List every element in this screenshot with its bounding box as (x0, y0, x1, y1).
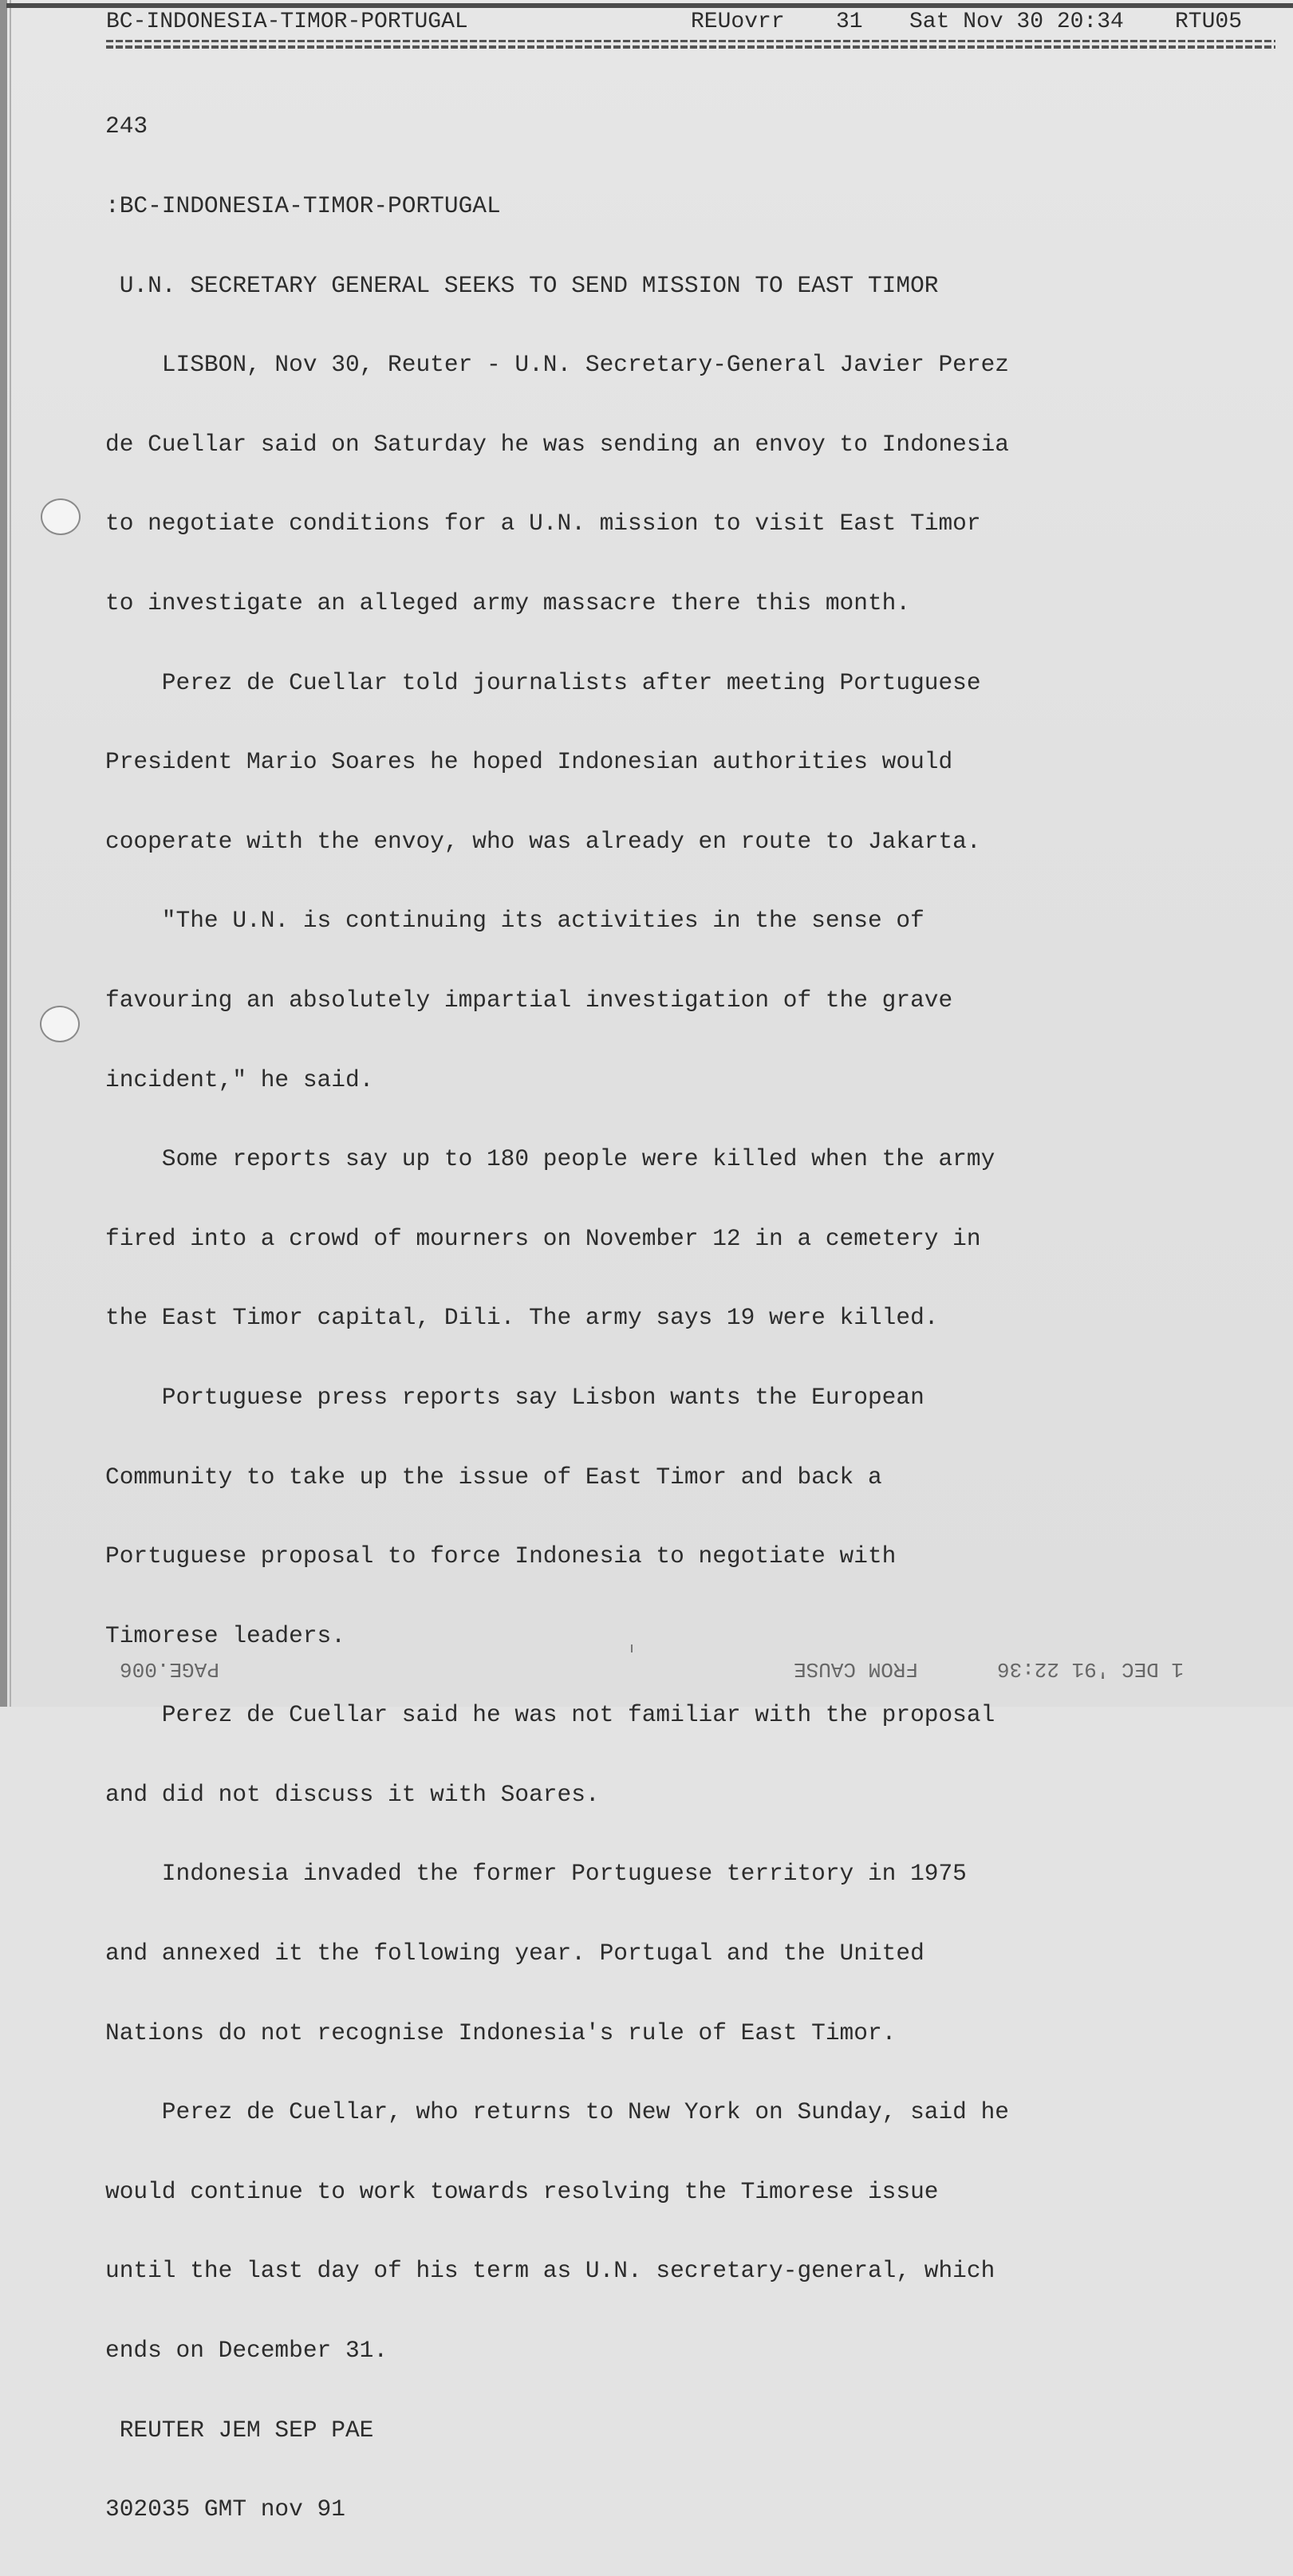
top-rule (6, 3, 1293, 8)
body-line: to investigate an alleged army massacre there this month. (105, 589, 911, 616)
body-line: until the last day of his term as U.N. secretary-general, which (105, 2257, 995, 2285)
headline: U.N. SECRETARY GENERAL SEEKS TO SEND MISSION TO EAST TIMOR (105, 271, 939, 299)
body-line: cooperate with the envoy, who was already en route to Jakarta. (105, 827, 981, 855)
story-text (105, 61, 1206, 2576)
body-line: fired into a crowd of mourners on November 12 in a cemetery in (105, 1224, 981, 1252)
body-line: Portuguese press reports say Lisbon wants the European (105, 1383, 924, 1411)
body-line: would continue to work towards resolving the Timorese issue (105, 2177, 939, 2205)
item-number: 243 (105, 112, 148, 140)
body-line: Portuguese proposal to force Indonesia to negotiate with (105, 1542, 897, 1570)
fax-date: 1 DEC '91 22:36 (997, 1657, 1185, 1681)
body-line: President Mario Soares he hoped Indonesian authorities would (105, 748, 953, 776)
wire-header (0, 10, 1293, 37)
header-number: 31 (836, 10, 863, 34)
header-code: REUovrr (691, 10, 785, 34)
header-datetime: Sat Nov 30 20:34 (909, 10, 1124, 34)
page-left-edge-line (10, 0, 11, 1707)
body-line: favouring an absolutely impartial investigation of the grave (105, 986, 953, 1014)
body-line: to negotiate conditions for a U.N. mission to visit East Timor (105, 510, 981, 538)
body-line: Timorese leaders. (105, 1621, 345, 1649)
body-line: Indonesia invaded the former Portuguese territory in 1975 (105, 1860, 967, 1888)
body-line: LISBON, Nov 30, Reuter - U.N. Secretary-General Javier Perez (105, 351, 1009, 379)
fax-footer (0, 1657, 1293, 1683)
header-slug: BC-INDONESIA-TIMOR-PORTUGAL (106, 10, 468, 34)
body-line: and annexed it the following year. Portugal and the United (105, 1940, 924, 1967)
page-left-edge (0, 0, 7, 1707)
signoff: REUTER JEM SEP PAE (105, 2416, 374, 2444)
body-line: Perez de Cuellar said he was not familiar with the proposal (105, 1701, 995, 1729)
body-line: Perez de Cuellar, who returns to New York on Sunday, said he (105, 2098, 1009, 2126)
punch-hole (41, 498, 81, 535)
fold-mark (631, 1644, 633, 1652)
body-line: Nations do not recognise Indonesia's rule of East Timor. (105, 2019, 897, 2046)
body-line: incident," he said. (105, 1065, 374, 1093)
fax-from: FROM CAUSE (794, 1657, 919, 1681)
body-line: Some reports say up to 180 people were killed when the army (105, 1145, 995, 1173)
body-line: Community to take up the issue of East Timor and back a (105, 1463, 882, 1491)
slug-line: :BC-INDONESIA-TIMOR-PORTUGAL (105, 192, 501, 219)
fax-page-number: PAGE.006 (120, 1657, 219, 1681)
story-timestamp: 302035 GMT nov 91 (105, 2495, 345, 2523)
body-line: de Cuellar said on Saturday he was sending an envoy to Indonesia (105, 430, 1009, 458)
body-line: and did not discuss it with Soares. (105, 1780, 600, 1808)
header-separator (106, 40, 1275, 51)
body-line: Perez de Cuellar told journalists after meeting Portuguese (105, 668, 981, 696)
punch-hole (40, 1006, 80, 1042)
body-line: "The U.N. is continuing its activities in the sense of (105, 907, 924, 935)
body-line: the East Timor capital, Dili. The army says 19 were killed. (105, 1304, 939, 1332)
body-line: ends on December 31. (105, 2337, 388, 2365)
header-station: RTU05 (1175, 10, 1243, 34)
